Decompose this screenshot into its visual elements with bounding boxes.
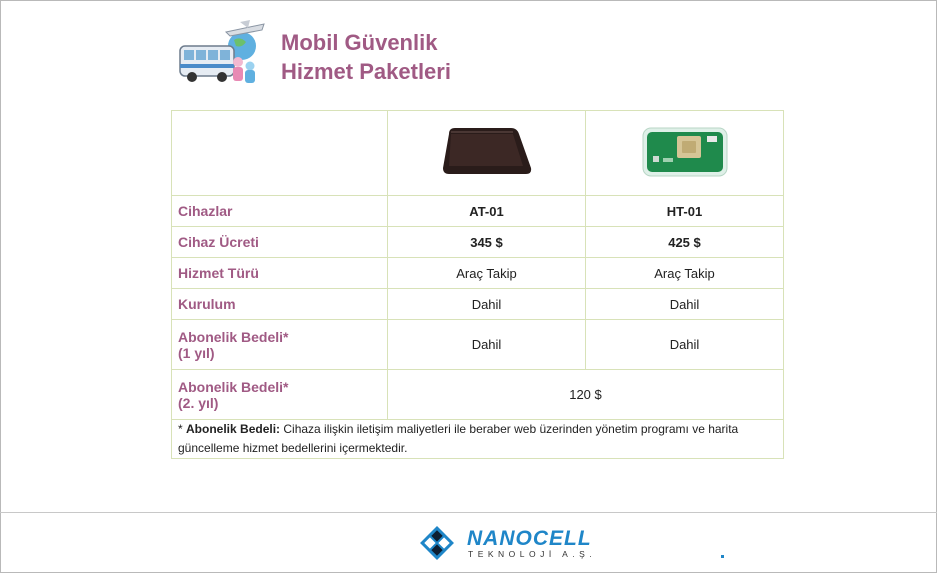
decorative-dot bbox=[721, 555, 724, 558]
table-row bbox=[172, 196, 784, 227]
note-text: Cihaza ilişkin iletişim maliyetleri ile beraber web üzerinden yönetim programı ve harita güncelleme hizmet bedellerini içermektedir. bbox=[178, 422, 739, 455]
table-cell: Dahil bbox=[388, 289, 586, 320]
nanocell-logo-icon bbox=[419, 525, 455, 561]
page-title bbox=[281, 28, 451, 86]
note-row bbox=[172, 420, 784, 459]
row-label: Cihazlar bbox=[172, 196, 388, 227]
note-bold: Abonelik Bedeli: bbox=[186, 422, 281, 436]
empty-corner-cell bbox=[172, 111, 388, 196]
row-label: Cihaz Ücreti bbox=[172, 227, 388, 258]
table-cell: Dahil bbox=[586, 320, 784, 370]
transport-people-globe-icon bbox=[176, 16, 268, 88]
row-label-line-2: (1 yıl) bbox=[178, 344, 215, 361]
table-row bbox=[172, 258, 784, 289]
footnote bbox=[172, 420, 784, 459]
device-image-cell bbox=[586, 111, 784, 196]
row-label-line-1: Abonelik Bedeli* bbox=[178, 378, 289, 395]
row-label-line-1: Abonelik Bedeli* bbox=[178, 328, 289, 345]
row-label: Hizmet Türü bbox=[172, 258, 388, 289]
table-cell: 425 $ bbox=[586, 227, 784, 258]
table-row bbox=[172, 320, 784, 370]
table-cell: Araç Takip bbox=[388, 258, 586, 289]
black-gps-tracker-device bbox=[437, 122, 537, 182]
table-cell: HT-01 bbox=[586, 196, 784, 227]
table-row bbox=[172, 227, 784, 258]
logo-subtitle: TEKNOLOJİ A.Ş. bbox=[468, 549, 597, 559]
device-image-row bbox=[172, 111, 784, 196]
row-label bbox=[172, 370, 388, 420]
table-cell: Dahil bbox=[388, 320, 586, 370]
table-cell: Araç Takip bbox=[586, 258, 784, 289]
table-cell-span: 120 $ bbox=[388, 370, 784, 420]
green-gps-module-device bbox=[637, 122, 733, 182]
row-label: Kurulum bbox=[172, 289, 388, 320]
pricing-table bbox=[171, 110, 784, 459]
row-label bbox=[172, 320, 388, 370]
table-cell: AT-01 bbox=[388, 196, 586, 227]
device-image-cell bbox=[388, 111, 586, 196]
table-row bbox=[172, 289, 784, 320]
title-line-2: Hizmet Paketleri bbox=[281, 59, 451, 84]
logo-wordmark: NANOCELL bbox=[467, 527, 592, 550]
row-label-line-2: (2. yıl) bbox=[178, 394, 219, 411]
title-line-1: Mobil Güvenlik bbox=[281, 30, 438, 55]
note-prefix: * bbox=[178, 422, 187, 436]
table-row bbox=[172, 370, 784, 420]
table-cell: 345 $ bbox=[388, 227, 586, 258]
table-cell: Dahil bbox=[586, 289, 784, 320]
footer-divider bbox=[0, 512, 937, 513]
